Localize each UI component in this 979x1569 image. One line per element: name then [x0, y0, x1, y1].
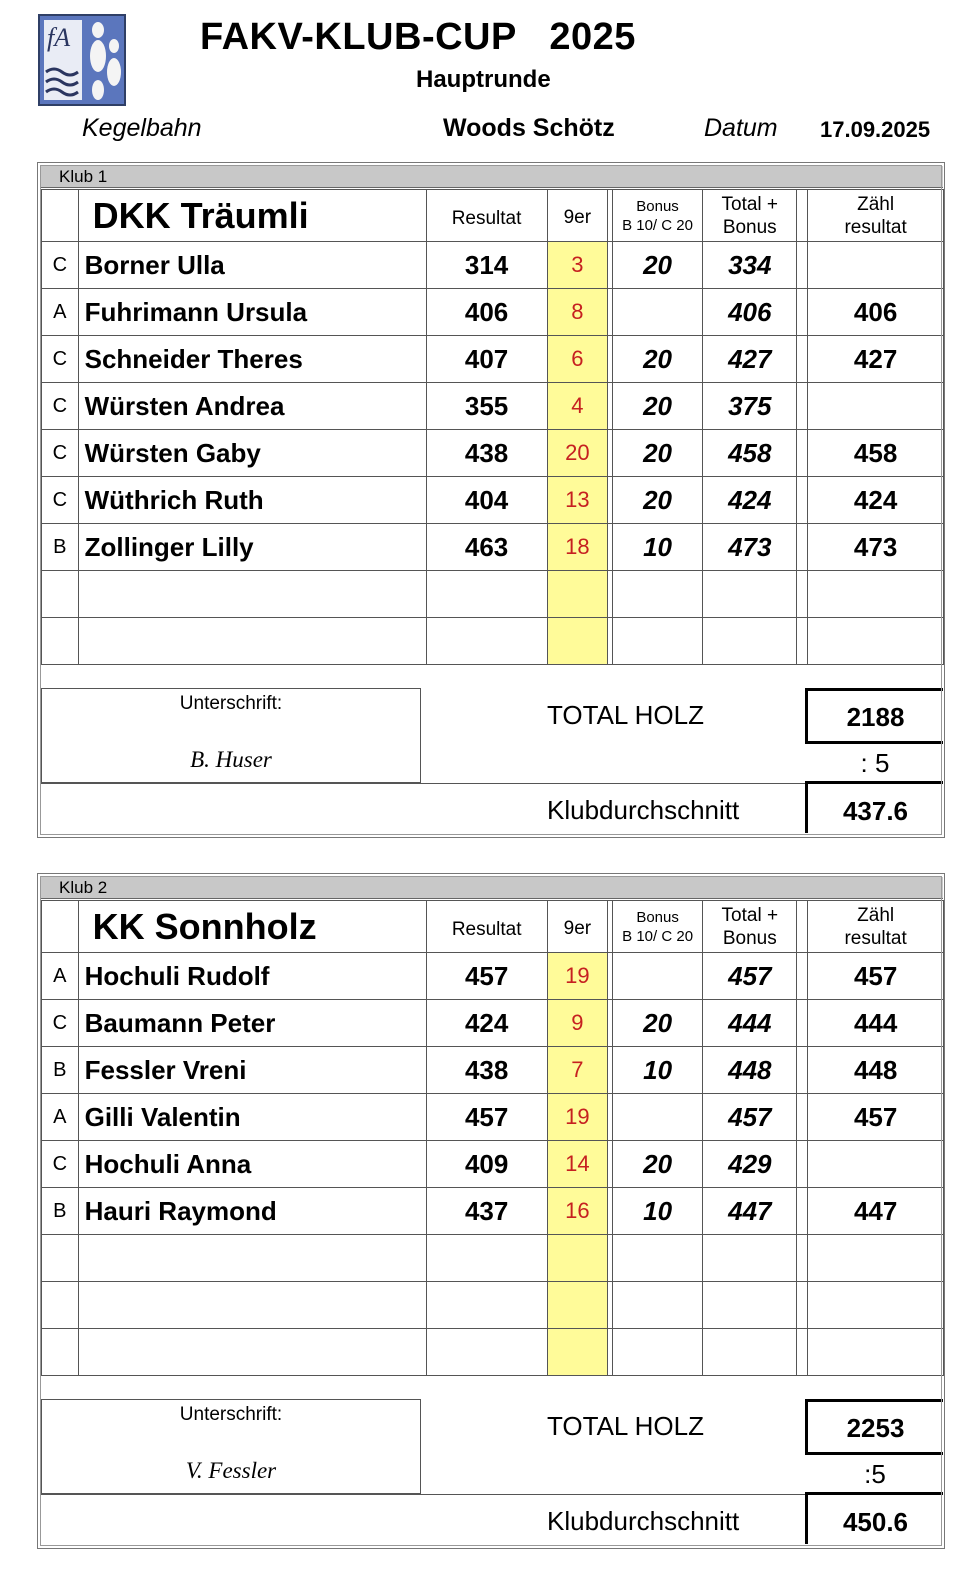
resultat-cell: 438: [426, 430, 547, 477]
total-plus-bonus-cell: 424: [703, 477, 797, 524]
resultat-cell: 457: [426, 953, 547, 1000]
bonus-cell: 10: [613, 1047, 703, 1094]
player-row: [42, 1282, 944, 1329]
nine-count-cell: [547, 1329, 607, 1376]
player-row: [42, 1047, 944, 1094]
resultat-cell: 314: [426, 242, 547, 289]
zahl-header-sub: resultat: [844, 216, 907, 238]
category-cell: A: [42, 289, 79, 336]
bonus-cell: [613, 1094, 703, 1141]
bonus-cell: 10: [613, 1188, 703, 1235]
player-name-cell: Borner Ulla: [78, 242, 426, 289]
bonus-cell: [612, 618, 702, 665]
resultat-cell: [426, 1235, 547, 1282]
nine-count-cell: 16: [547, 1188, 607, 1235]
zahl-resultat-cell: [808, 242, 944, 289]
player-name-cell: Hochuli Rudolf: [78, 953, 426, 1000]
bonus-cell: 20: [613, 1000, 703, 1047]
player-row: [42, 524, 944, 571]
player-name-cell: [78, 618, 426, 665]
kegelbahn-label: Kegelbahn: [82, 114, 202, 142]
player-row: [42, 1000, 944, 1047]
bonus-cell: 20: [612, 430, 702, 477]
resultat-cell: [426, 1329, 547, 1376]
total-header: Total +: [721, 904, 779, 926]
club-1-section: [37, 162, 945, 838]
zahl-resultat-cell: [808, 1235, 944, 1282]
nine-header: 9er: [563, 917, 592, 939]
club-1-score-table: [41, 189, 944, 665]
table-header-row: [42, 901, 944, 953]
total-plus-bonus-cell: [703, 1329, 797, 1376]
bonus-cell: [613, 953, 703, 1000]
resultat-cell: 406: [426, 289, 547, 336]
bonus-header-sub: B 10/ C 20: [622, 927, 694, 945]
bonus-cell: 20: [612, 242, 702, 289]
bonus-cell: 10: [612, 524, 702, 571]
category-cell: C: [42, 383, 79, 430]
player-row: [42, 1235, 944, 1282]
zahl-header: Zähl: [857, 193, 895, 215]
resultat-cell: [426, 618, 547, 665]
nine-count-cell: 7: [547, 1047, 607, 1094]
player-row: [42, 1141, 944, 1188]
bonus-cell: 20: [613, 1141, 703, 1188]
player-row: [42, 1188, 944, 1235]
zahl-resultat-cell: [808, 1141, 944, 1188]
signature: B. Huser: [190, 747, 272, 772]
nine-count-cell: 14: [547, 1141, 607, 1188]
signature: V. Fessler: [185, 1458, 277, 1483]
zahl-resultat-cell: [808, 383, 944, 430]
nine-count-cell: [547, 618, 607, 665]
resultat-cell: 463: [426, 524, 547, 571]
nine-count-cell: 3: [547, 242, 607, 289]
datum-value: 17.09.2025: [820, 117, 931, 142]
player-name-cell: Gilli Valentin: [78, 1094, 426, 1141]
bonus-header-sub: B 10/ C 20: [622, 216, 693, 234]
player-name-cell: Schneider Theres: [78, 336, 426, 383]
player-name-cell: Hochuli Anna: [78, 1141, 426, 1188]
total-plus-bonus-cell: [703, 571, 797, 618]
player-row: [42, 383, 944, 430]
resultat-cell: [426, 1282, 547, 1329]
total-header: Total +: [721, 193, 779, 215]
total-plus-bonus-cell: 429: [703, 1141, 797, 1188]
page-title: FAKV-KLUB-CUP 2025: [200, 16, 636, 58]
player-row: [42, 618, 944, 665]
total-holz-label: TOTAL HOLZ: [547, 1411, 704, 1441]
zahl-resultat-cell: [808, 571, 944, 618]
total-plus-bonus-cell: [703, 1235, 797, 1282]
zahl-resultat-cell: 458: [808, 430, 944, 477]
resultat-cell: 409: [426, 1141, 547, 1188]
category-cell: [42, 1282, 79, 1329]
player-name-cell: Fuhrimann Ursula: [78, 289, 426, 336]
category-cell: A: [42, 1094, 79, 1141]
total-header-sub: Bonus: [722, 927, 777, 949]
category-cell: [42, 618, 79, 665]
category-cell: B: [42, 1188, 79, 1235]
table-header-row: [42, 190, 944, 242]
total-holz-value: 2253: [805, 1399, 943, 1455]
nine-header: 9er: [563, 206, 592, 228]
nine-count-cell: 4: [547, 383, 607, 430]
category-cell: C: [42, 242, 79, 289]
zahl-resultat-cell: 427: [808, 336, 944, 383]
total-plus-bonus-cell: 448: [703, 1047, 797, 1094]
total-plus-bonus-cell: 427: [703, 336, 797, 383]
zahl-resultat-cell: 447: [808, 1188, 944, 1235]
resultat-cell: 404: [426, 477, 547, 524]
nine-count-cell: 19: [547, 953, 607, 1000]
resultat-cell: 355: [426, 383, 547, 430]
bonus-header: Bonus: [636, 908, 679, 926]
kegelbahn-value: Woods Schötz: [443, 114, 615, 142]
signature-box: [41, 688, 421, 783]
total-plus-bonus-cell: [703, 1282, 797, 1329]
player-name-cell: Würsten Andrea: [78, 383, 426, 430]
signature-label: Unterschrift:: [179, 1404, 283, 1425]
player-row: [42, 1329, 944, 1376]
club-name: DKK Träumli: [92, 194, 309, 236]
total-holz-value: 2188: [805, 688, 943, 744]
resultat-cell: 407: [426, 336, 547, 383]
club-label: Klub 2: [41, 877, 943, 899]
nine-count-cell: [547, 1282, 607, 1329]
resultat-cell: 437: [426, 1188, 547, 1235]
nine-count-cell: 19: [547, 1094, 607, 1141]
fakv-logo: [38, 14, 126, 106]
resultat-cell: [426, 571, 547, 618]
total-header-sub: Bonus: [722, 216, 777, 238]
player-name-cell: [78, 571, 426, 618]
club-2-section: [37, 873, 945, 1549]
category-cell: C: [42, 336, 79, 383]
resultat-cell: 438: [426, 1047, 547, 1094]
total-plus-bonus-cell: 458: [703, 430, 797, 477]
player-row: [42, 289, 944, 336]
zahl-resultat-cell: 473: [808, 524, 944, 571]
total-plus-bonus-cell: 473: [703, 524, 797, 571]
resultat-cell: 424: [426, 1000, 547, 1047]
category-cell: B: [42, 524, 79, 571]
nine-count-cell: [547, 571, 607, 618]
klubdurchschnitt-value: 450.6: [805, 1492, 943, 1544]
bonus-cell: 20: [612, 477, 702, 524]
club-name: KK Sonnholz: [92, 905, 317, 947]
nine-count-cell: 6: [547, 336, 607, 383]
category-cell: C: [42, 477, 79, 524]
category-cell: A: [42, 953, 79, 1000]
nine-count-cell: 20: [547, 430, 607, 477]
page-subtitle: Hauptrunde: [416, 66, 551, 93]
total-plus-bonus-cell: 447: [703, 1188, 797, 1235]
player-name-cell: Fessler Vreni: [78, 1047, 426, 1094]
total-plus-bonus-cell: 406: [703, 289, 797, 336]
player-row: [42, 1094, 944, 1141]
divisor-label: : 5: [860, 748, 890, 778]
klubdurchschnitt-value: 437.6: [805, 781, 943, 833]
zahl-resultat-cell: [808, 1329, 944, 1376]
player-name-cell: Wüthrich Ruth: [78, 477, 426, 524]
category-cell: [42, 571, 79, 618]
zahl-resultat-cell: [808, 618, 944, 665]
zahl-resultat-cell: 444: [808, 1000, 944, 1047]
player-name-cell: Zollinger Lilly: [78, 524, 426, 571]
signature-label: Unterschrift:: [179, 693, 283, 714]
resultat-header: Resultat: [451, 208, 522, 229]
divisor-label: :5: [864, 1459, 886, 1489]
zahl-header-sub: resultat: [844, 927, 907, 949]
bonus-cell: 20: [612, 336, 702, 383]
datum-label: Datum: [704, 114, 778, 142]
bonus-cell: [612, 571, 702, 618]
nine-count-cell: [547, 1235, 607, 1282]
category-cell: C: [42, 430, 79, 477]
player-row: [42, 242, 944, 289]
nine-count-cell: 18: [547, 524, 607, 571]
klubdurchschnitt-label: Klubdurchschnitt: [547, 795, 740, 825]
bonus-cell: [613, 1282, 703, 1329]
resultat-cell: 457: [426, 1094, 547, 1141]
total-plus-bonus-cell: 457: [703, 953, 797, 1000]
player-row: [42, 430, 944, 477]
klubdurchschnitt-label: Klubdurchschnitt: [547, 1506, 740, 1536]
bonus-cell: 20: [612, 383, 702, 430]
player-name-cell: [78, 1329, 426, 1376]
zahl-resultat-cell: [808, 1282, 944, 1329]
category-cell: C: [42, 1141, 79, 1188]
zahl-resultat-cell: 424: [808, 477, 944, 524]
nine-count-cell: 8: [547, 289, 607, 336]
bonus-header: Bonus: [636, 197, 679, 215]
total-plus-bonus-cell: [703, 618, 797, 665]
category-cell: [42, 1329, 79, 1376]
total-plus-bonus-cell: 375: [703, 383, 797, 430]
player-name-cell: Würsten Gaby: [78, 430, 426, 477]
player-row: [42, 336, 944, 383]
svg-text:fA: fA: [47, 23, 71, 52]
player-name-cell: [78, 1282, 426, 1329]
player-name-cell: Baumann Peter: [78, 1000, 426, 1047]
player-row: [42, 477, 944, 524]
nine-count-cell: 9: [547, 1000, 607, 1047]
bonus-cell: [613, 1329, 703, 1376]
category-cell: [42, 1235, 79, 1282]
zahl-resultat-cell: 457: [808, 1094, 944, 1141]
player-row: [42, 953, 944, 1000]
total-plus-bonus-cell: 334: [703, 242, 797, 289]
category-cell: B: [42, 1047, 79, 1094]
nine-count-cell: 13: [547, 477, 607, 524]
zahl-resultat-cell: 406: [808, 289, 944, 336]
signature-box: [41, 1399, 421, 1494]
zahl-resultat-cell: 457: [808, 953, 944, 1000]
zahl-resultat-cell: 448: [808, 1047, 944, 1094]
bonus-cell: [613, 1235, 703, 1282]
bonus-cell: [612, 289, 702, 336]
total-plus-bonus-cell: 444: [703, 1000, 797, 1047]
kegel-logo-icon: [40, 16, 124, 104]
resultat-header: Resultat: [451, 919, 522, 940]
club-2-score-table: [41, 900, 944, 1376]
club-label: Klub 1: [41, 166, 943, 188]
category-cell: C: [42, 1000, 79, 1047]
total-plus-bonus-cell: 457: [703, 1094, 797, 1141]
total-holz-label: TOTAL HOLZ: [547, 700, 704, 730]
player-name-cell: Hauri Raymond: [78, 1188, 426, 1235]
player-row: [42, 571, 944, 618]
player-name-cell: [78, 1235, 426, 1282]
zahl-header: Zähl: [857, 904, 895, 926]
